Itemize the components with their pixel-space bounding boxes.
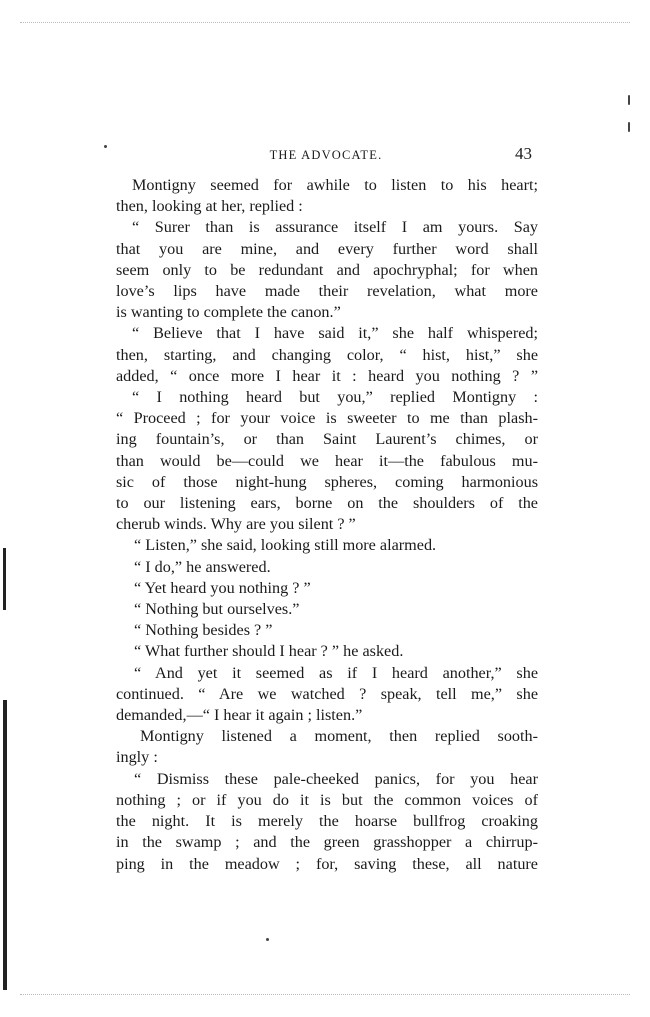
text-line: ping in the meadow ; for, saving these, all nature bbox=[116, 854, 538, 873]
text-line: love’s lips have made their revelation, what more bbox=[116, 282, 538, 301]
text-line: “ What further should I hear ? ” he asked. bbox=[134, 642, 404, 661]
scan-speck bbox=[628, 95, 630, 105]
text-line: added, “ once more I hear it : heard you nothing ? ” bbox=[116, 366, 538, 385]
page-header bbox=[116, 146, 536, 166]
text-line: then, starting, and changing color, “ hist, hist,” she bbox=[116, 345, 538, 364]
text-line: continued. “ Are we watched ? speak, tell me,” she bbox=[116, 684, 538, 703]
text-line: “ I nothing heard but you,” replied Montigny : bbox=[132, 388, 538, 407]
running-title: THE ADVOCATE. bbox=[269, 148, 383, 162]
text-line: “ Nothing but ourselves.” bbox=[134, 600, 300, 619]
scan-speck bbox=[104, 145, 107, 148]
page-number: 43 bbox=[515, 144, 532, 163]
body-text bbox=[116, 175, 538, 875]
text-line: to our listening ears, borne on the shoulders of the bbox=[116, 494, 538, 513]
text-line: ingly : bbox=[116, 748, 158, 767]
text-line: ing fountain’s, or than Saint Laurent’s chimes, or bbox=[116, 430, 538, 449]
text-line: “ Proceed ; for your voice is sweeter to me than plash- bbox=[116, 409, 538, 428]
scan-edge bbox=[20, 22, 630, 24]
text-line: “ Surer than is assurance itself I am yours. Say bbox=[132, 218, 538, 237]
binding-shadow bbox=[3, 700, 7, 990]
text-line: “ Dismiss these pale-cheeked panics, for you hear bbox=[134, 769, 538, 788]
text-line: seem only to be redundant and apochryphal; for when bbox=[116, 260, 538, 279]
text-line: nothing ; or if you do it is but the common voices of bbox=[116, 790, 538, 809]
text-line: “ Yet heard you nothing ? ” bbox=[134, 578, 311, 597]
text-line: than would be—could we hear it—the fabulous mu- bbox=[116, 451, 538, 470]
text-line: “ Listen,” she said, looking still more alarmed. bbox=[134, 536, 437, 555]
scan-speck bbox=[266, 938, 269, 941]
text-line: Montigny listened a moment, then replied sooth- bbox=[140, 727, 538, 746]
scan-speck bbox=[628, 122, 630, 132]
text-line: is wanting to complete the canon.” bbox=[116, 303, 341, 322]
text-line: “ I do,” he answered. bbox=[134, 557, 271, 576]
text-line: “ Nothing besides ? ” bbox=[134, 621, 273, 640]
text-line: “ Believe that I have said it,” she half whispered; bbox=[132, 324, 538, 343]
text-line: cherub winds. Why are you silent ? ” bbox=[116, 515, 356, 534]
scan-edge bbox=[20, 994, 630, 996]
text-line: “ And yet it seemed as if I heard another,” she bbox=[134, 663, 538, 682]
text-line: sic of those night-hung spheres, coming harmonious bbox=[116, 472, 538, 491]
text-line: that you are mine, and every further word shall bbox=[116, 239, 538, 258]
text-line: Montigny seemed for awhile to listen to his heart; bbox=[132, 176, 538, 194]
text-line: in the swamp ; and the green grasshopper a chirrup- bbox=[116, 833, 538, 852]
binding-shadow bbox=[3, 548, 6, 610]
text-line: then, looking at her, replied : bbox=[116, 197, 303, 216]
text-line: demanded,—“ I hear it again ; listen.” bbox=[116, 706, 363, 725]
text-line: the night. It is merely the hoarse bullfrog croaking bbox=[116, 812, 538, 831]
